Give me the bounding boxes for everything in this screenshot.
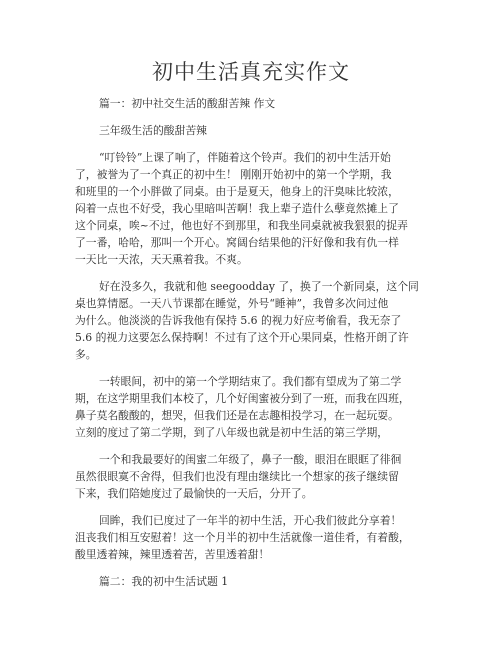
- text-line: 了一番，哈哈，那叫一个开心。窝阔台结果他的汗好像和我有仇一样: [75, 236, 399, 249]
- text-line: 了，被誉为了一个真正的初中生！ 刚刚开始初中的第一个学期，我: [75, 168, 392, 181]
- text-line: 立刻的度过了第二学期，到了八年级也就是初中生活的第三学期，: [75, 426, 389, 439]
- text-line: 一转眼间，初中的第一个学期结束了。我们都有望成为了第二学: [99, 375, 402, 388]
- text-line: 下来，我们陪她度过了最愉快的一天后，分开了。: [75, 487, 313, 500]
- text-line: 虽然很眼寞不舍得，但我们也没有理由继续比一个想家的孩子继续留: [75, 470, 399, 483]
- text-line: “叮铃铃”上课了响了，伴随着这个铃声。我们的初中生活开始: [99, 151, 391, 164]
- text-line: 和班里的一个小胖做了同桌。由于是夏天，他身上的汗臭味比较浓，: [75, 185, 399, 198]
- text-line: 这个同桌，唉~不过，他也好不到那里，和我坐同桌就被我狠狠的捉弄: [75, 219, 408, 232]
- text-line: 沮丧我们相互安慰着！这一个月半的初中生活就像一道佳肴，有着酸，: [75, 531, 410, 544]
- text-line: 多。: [75, 348, 97, 361]
- text-line: 一个和我最要好的闺蜜二年级了，鼻子一酸，眼泪在眼眶了徘徊: [99, 453, 402, 466]
- text-line: 篇二：我的初中生活试题 1: [99, 575, 229, 588]
- text-line: 5.6 的视力这要怎么保持啊！不过有了这个开心果同桌，性格开朗了许: [75, 331, 409, 344]
- text-line: 桌也算情愿。一天八节课都在睡觉，外号“睡神”，我曾多次问过他: [75, 297, 389, 310]
- text-line: 三年级生活的酸甜苦辣: [99, 124, 207, 137]
- text-line: 一天比一天浓，天天熏着我。不爽。: [75, 253, 248, 266]
- text-line: 酸里透着辣，辣里透着苦，苦里透着甜！: [75, 548, 270, 561]
- text-line: 为什么。他淡淡的告诉我他有保持 5.6 的视力好应考偷看，我无奈了: [75, 314, 402, 327]
- text-line: 好在没多久，我就和他 seegoodday 了，换了一个新同桌，这个同: [99, 280, 419, 293]
- document-title: 初中生活真充实作文: [152, 60, 350, 84]
- text-line: 鼻子莫名酸酸的，想哭，但我们还是在志趣相投学习，在一起玩耍。: [75, 409, 399, 422]
- text-line: 篇一：初中社交生活的酸甜苦辣 作文: [99, 97, 276, 110]
- text-line: 回眸，我们已度过了一年半的初中生活，开心我们彼此分享着！: [99, 514, 402, 527]
- text-line: 闷着一点也不好受，我心里暗叫苦啊！我上辈子造什么孽竟然摊上了: [75, 202, 399, 215]
- text-line: 期，在这学期里我们本校了，几个好闺蜜被分到了一班，而我在四班，: [75, 392, 410, 405]
